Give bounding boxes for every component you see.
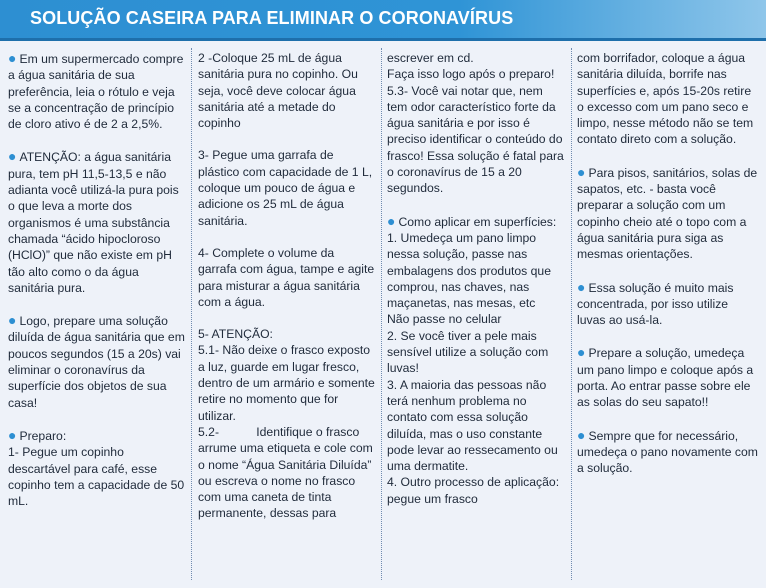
section-heading: Preparo: [19,428,67,443]
bullet-icon: ● [577,426,586,443]
paragraph-text: 3- Pegue uma garrafa de plástico com capacidade de 1 L, coloque um pouco de água e adicione os 25 mL de água sanitária. [198,148,373,228]
paragraph-text: 2 -Coloque 25 mL de água sanitária pura no copinho. Ou seja, você deve colocar água sanitária até a metade do copinho [198,51,358,131]
paragraph [577,164,759,263]
paragraph-text: com borrifador, coloque a água sanitária diluída, borrife nas superfícies e, após 15-20s retire o excesso com um pano seco e limpo, nesse método não se tem contato direto com a solução. [577,51,754,147]
paragraph-text: 3. A maioria das pessoas não terá nenhum problema no contato com essa solução diluída, mas o uso constante pode levar ao ressecamento ou uma dermatite. [387,377,558,474]
paragraph [198,50,376,131]
paragraph [198,326,376,522]
paragraph-text: Faça isso logo após o preparo! [387,67,555,82]
bullet-icon: ● [577,163,586,180]
paragraph [198,147,376,228]
paragraph [8,148,186,296]
paragraph-text: ATENÇÃO: a água sanitária pura, tem pH 11,5-13,5 e não adianta você utilizá-la pura pois o que leva a morte dos organismos é uma substância chamada “ácido hipocloroso (HClO)” que não existe em pH tão alto como o da água sanitária pura. [8,150,179,295]
paragraph-text: 5.3- Você vai notar que, nem tem odor característico forte da água sanitária e por isso é preciso identificar o conteúdo do frasco! Essa solução é fatal para o coronavírus de 15 a 20 segundos. [387,83,564,196]
header-banner [0,0,766,41]
paragraph [577,50,759,148]
paragraph [8,312,186,411]
bullet-icon: ● [577,278,586,295]
paragraph-text: 5.2- Identifique o frasco arrume uma etiqueta e cole com o nome “Água Sanitária Diluída” ou escreva o nome no frasco com uma caneta de tinta permanente, dessas para [198,424,376,521]
paragraph-text: Prepare a solução, umedeça um pano limpo e coloque após a porta. Ao entrar passe sobre ele as solas do seu sapato!! [577,346,754,410]
paragraph-text: Logo, prepare uma solução diluída de água sanitária que em poucos segundos (15 a 20s) vai eliminar o coronavírus da superfície dos objetos de sua casa! [8,314,185,410]
paragraph [387,213,565,507]
column-divider [381,48,382,580]
paragraph-text: 4- Complete o volume da garrafa com água, tampe e agite para misturar a água sanitária com a água. [198,245,375,309]
paragraph [577,344,759,410]
column-divider [571,48,572,580]
paragraph [8,50,186,132]
paragraph-text: 5.1- Não deixe o frasco exposto a luz, guarde em lugar fresco, dentro de um armário e somente retire no momento que for utilizar. [198,343,375,423]
paragraph-text: Sempre que for necessário, umedeça o pano novamente com a solução. [577,428,758,476]
paragraph-text: Essa solução é muito mais concentrada, por isso utilize luvas ao usá-la. [577,280,734,328]
paragraph-text: Em um supermercado compre a água sanitária de sua preferência, leia o rótulo e veja se a concentração de princípio de cloro ativo é de 2 a 2,5%. [8,52,184,132]
column-1 [8,50,186,580]
column-4 [577,50,759,580]
bullet-icon: ● [387,212,396,229]
paragraph [387,50,565,197]
bullet-icon: ● [8,426,17,443]
paragraph-text: Não passe no celular [387,312,502,327]
bullet-icon: ● [8,148,17,165]
section-heading: Como aplicar em superfícies: [398,214,557,229]
paragraph-text: 4. Outro processo de aplicação: pegue um frasco [387,475,560,506]
bullet-icon: ● [8,312,17,329]
paragraph [198,245,376,310]
column-3 [387,50,565,580]
paragraph-text: 1- Pegue um copinho descartável para café, esse copinho tem a capacidade de 50 mL. [8,445,185,509]
page-title: SOLUÇÃO CASEIRA PARA ELIMINAR O CORONAVÍRUS [30,8,514,28]
bullet-icon: ● [577,344,586,361]
section-heading: 5- ATENÇÃO: [198,327,273,342]
column-divider [191,48,192,580]
column-2 [198,50,376,580]
paragraph [577,279,759,329]
paragraph [577,427,759,477]
bullet-icon: ● [8,50,17,66]
paragraph-text: 1. Umedeça um pano limpo nessa solução, passe nas embalagens dos produtos que comprou, nas chaves, nas maçanetas, nas mesas, etc [387,230,551,311]
paragraph-text: Para pisos, sanitários, solas de sapatos, etc. - basta você preparar a solução com um copinho cheio até o topo com a água sanitária pura siga as mesmas orientações. [577,165,758,262]
paragraph-text: escrever em cd. [387,51,474,65]
paragraph-text: 2. Se você tiver a pele mais sensível utilize a solução com luvas! [387,328,549,376]
paragraph [8,427,186,509]
